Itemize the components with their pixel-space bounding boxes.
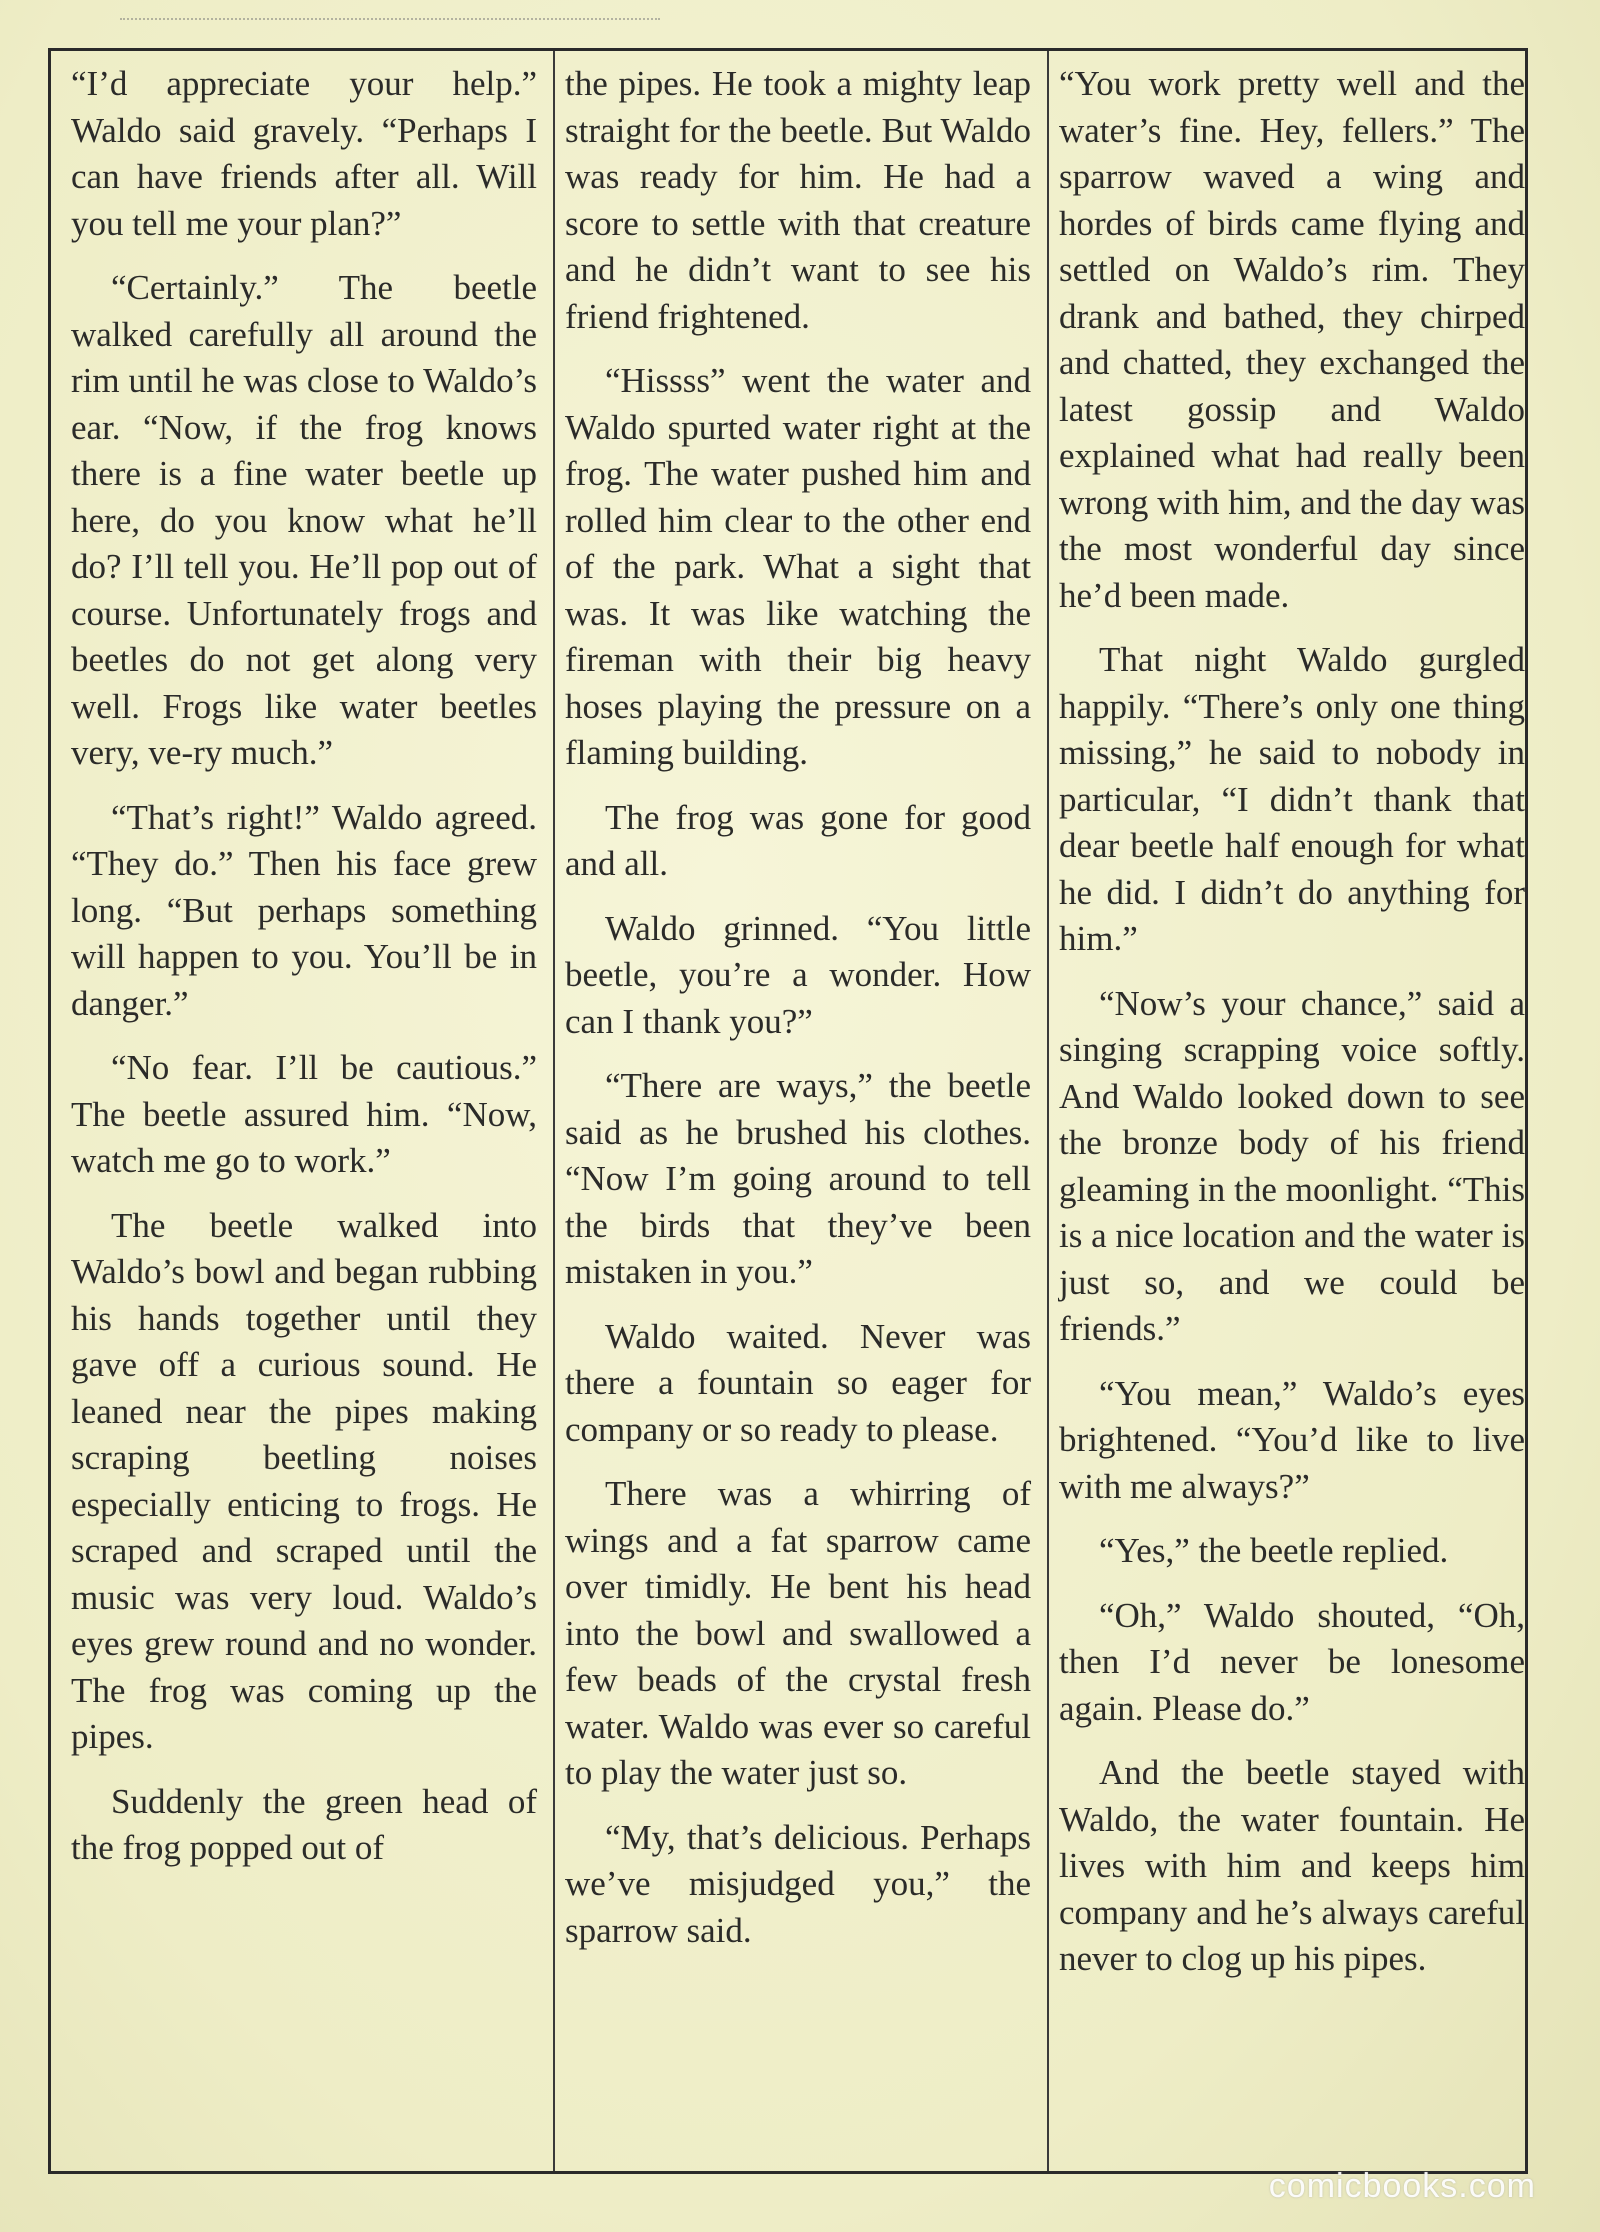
paragraph: There was a whirring of wings and a fat sparrow came over timidly. He bent his head into the bowl and swallowed a few beads of the crystal fresh water. Waldo was ever so careful to play the water just so.: [565, 1474, 1031, 1792]
paragraph: the pipes. He took a mighty leap straight for the beetle. But Waldo was ready for him. He had a score to settle with that creature and he didn’t want to see his friend frightened.: [565, 64, 1031, 336]
paragraph: “Yes,” the beetle replied.: [1099, 1531, 1449, 1570]
paragraph: “Certainly.” The beetle walked carefully all around the rim until he was close to Waldo’s ear. “Now, if the frog knows there is a fine water beetle up here, do you know what he’ll do? I’ll tell you. He’ll pop out of course. Unfortunately frogs and beetles do not get along very well. Frogs like water beetles very, ve-ry much.”: [71, 268, 537, 772]
paragraph: “No fear. I’ll be cautious.” The beetle assured him. “Now, watch me go to work.”: [71, 1048, 537, 1180]
paragraph: “You mean,” Waldo’s eyes brightened. “You’d like to live with me always?”: [1059, 1373, 1525, 1506]
text-frame: [48, 48, 1528, 2174]
paragraph: “I’d appreciate your help.” Waldo said gravely. “Perhaps I can have friends after all. Will you tell me your plan?”: [71, 64, 537, 243]
paragraph: Waldo grinned. “You little beetle, you’re a wonder. How can I thank you?”: [565, 908, 1031, 1041]
column-divider: [1047, 51, 1049, 2171]
paragraph: “Hissss” went the water and Waldo spurted water right at the frog. The water pushed him and rolled him clear to the other end of the park. What a sight that was. It was like watching the fireman with their big heavy hoses playing the pressure on a flaming building.: [565, 361, 1031, 772]
paragraph: “Now’s your chance,” said a singing scrapping voice softly. And Waldo looked down to see the bronze body of his friend gleaming in the moonlight. “This is a nice location and the water is just so, and we could be friends.”: [1059, 983, 1525, 1348]
paragraph: Suddenly the green head of the frog popped out of: [71, 1781, 537, 1867]
paragraph: The beetle walked into Waldo’s bowl and began rubbing his hands together until they gave off a curious sound. He leaned near the pipes making scraping beetling noises especially enticing to frogs. He scraped and scraped until the music was very loud. Waldo’s eyes grew round and no wonder. The frog was coming up the pipes.: [71, 1205, 537, 1756]
paragraph: “You work pretty well and the water’s fine. Hey, fellers.” The sparrow waved a wing and hordes of birds came flying and settled on Waldo’s rim. They drank and bathed, they chirped and chatted, they exchanged the latest gossip and Waldo explained what had really been wrong with him, and the day was the most wonderful day since he’d been made.: [1059, 64, 1525, 615]
text-column-3: [1059, 61, 1525, 2001]
paragraph: And the beetle stayed with Waldo, the water fountain. He lives with him and keeps him company and he’s always careful never to clog up his pipes.: [1059, 1753, 1525, 1978]
paragraph: Waldo waited. Never was there a fountain so eager for company or so ready to please.: [565, 1316, 1031, 1449]
text-column-2: [565, 61, 1031, 1972]
site-watermark: comicbooks.com: [1268, 2167, 1536, 2205]
text-column-1: [71, 61, 537, 1890]
paragraph: The frog was gone for good and all.: [565, 797, 1031, 883]
column-divider: [553, 51, 555, 2171]
paragraph: That night Waldo gurgled happily. “There’s only one thing missing,” he said to nobody in particular, “I didn’t thank that dear beetle half enough for what he did. I didn’t do anything for him.”: [1059, 640, 1525, 958]
paragraph: “My, that’s delicious. Perhaps we’ve misjudged you,” the sparrow said.: [565, 1817, 1031, 1950]
page-edge-mark: [120, 18, 660, 24]
paragraph: “That’s right!” Waldo agreed. “They do.” Then his face grew long. “But perhaps something will happen to you. You’ll be in danger.”: [71, 797, 537, 1023]
paragraph: “There are ways,” the beetle said as he brushed his clothes. “Now I’m going around to tell the birds that they’ve been mistaken in you.”: [565, 1066, 1031, 1291]
paragraph: “Oh,” Waldo shouted, “Oh, then I’d never be lonesome again. Please do.”: [1059, 1595, 1525, 1728]
